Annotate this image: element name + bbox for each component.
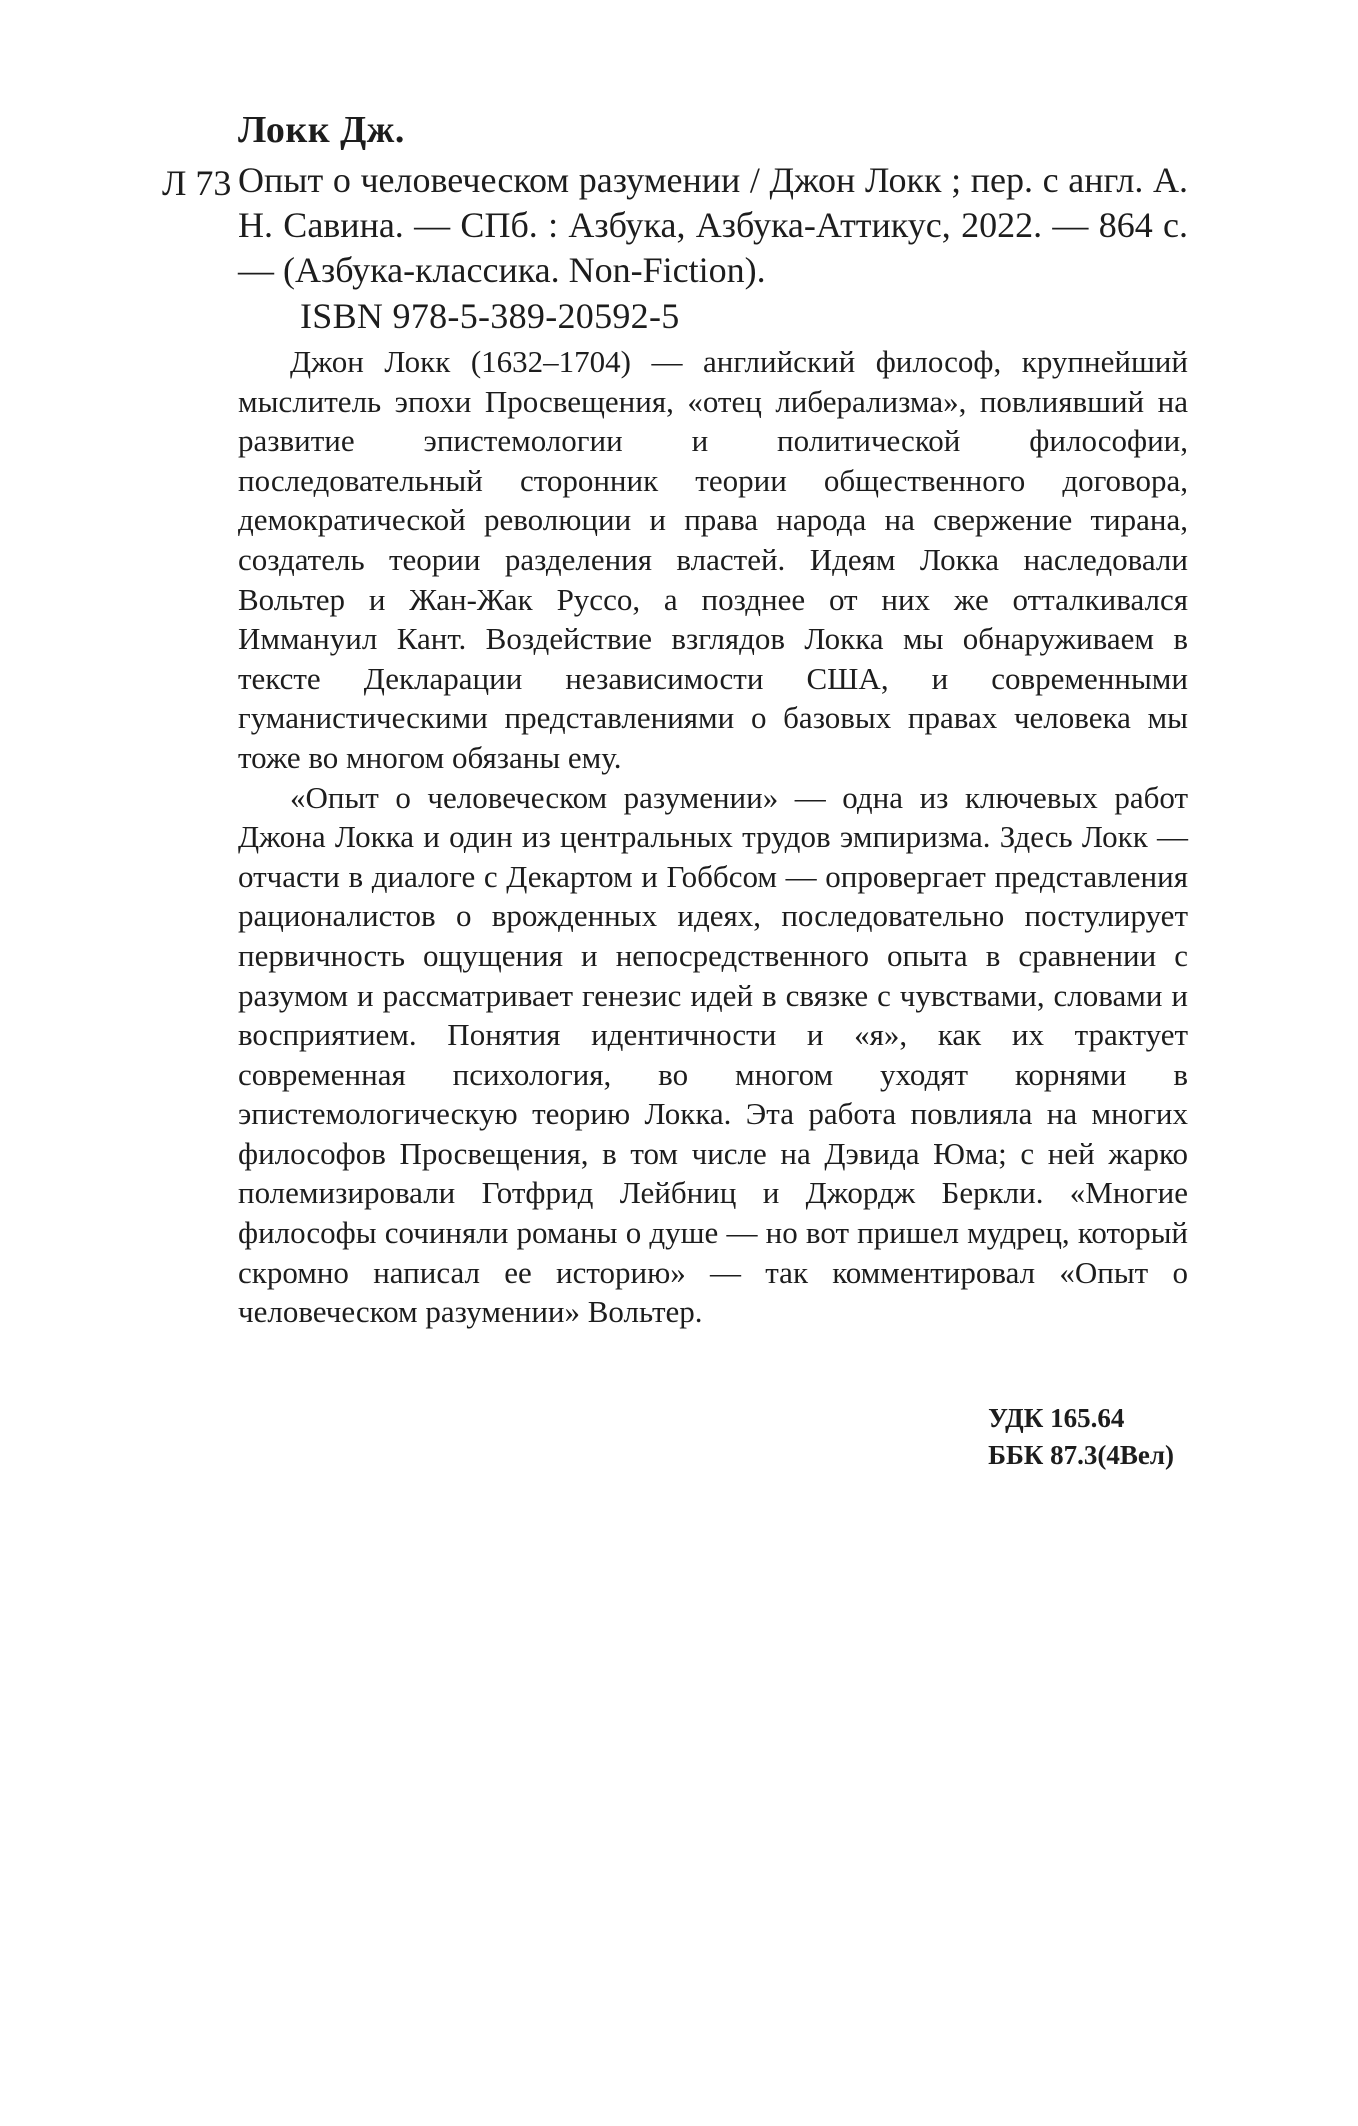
library-code: Л 73 [162,163,232,203]
author-heading: Локк Дж. [238,109,405,151]
isbn: ISBN 978-5-389-20592-5 [300,296,680,336]
classification-block [988,1400,1174,1474]
annotation [238,342,1188,1332]
annotation-paragraph-1: Джон Локк (1632–1704) — английский философ, крупнейший мыслитель эпохи Просвещения, «отец либерализма», повлиявший на развитие эпистемологии и политической философии, последовательный сторонник теории общественного договора, демократической революции и права народа на свержение тирана, создатель теории разделения властей. Идеям Локка наследовали Вольтер и Жан-Жак Руссо, а позднее от них же отталкивался Иммануил Кант. Воздействие взглядов Локка мы обнаруживаем в тексте Декларации независимости США, и современными гуманистическими представлениями о базовых правах человека мы тоже во многом обязаны ему. [238,344,1188,775]
bbk-code: ББК 87.3(4Вел) [988,1440,1174,1470]
bibliographic-description: Опыт о человеческом разумении / Джон Локк ; пер. с англ. А. Н. Савина. — СПб. : Азбука, Азбука-Аттикус, 2022. — 864 с. — (Азбука-классика. Non-Fiction). [238,160,1188,290]
annotation-paragraph-2: «Опыт о человеческом разумении» — одна из ключевых работ Джона Локка и один из центральных трудов эмпиризма. Здесь Локк — отчасти в диалоге с Декартом и Гоббсом — опровергает представления рационалистов о врожденных идеях, последовательно постулирует первичность ощущения и непосредственного опыта в сравнении с разумом и рассматривает генезис идей в связке с чувствами, словами и восприятием. Понятия идентичности и «я», как их трактует современная психология, во многом уходят корнями в эпистемологическую теорию Локка. Эта работа повлияла на многих философов Просвещения, в том числе на Дэвида Юма; с ней жарко полемизировали Готфрид Лейбниц и Джордж Беркли. «Многие философы сочиняли романы о душе — но вот пришел мудрец, который скромно написал ее историю» — так комментировал «Опыт о человеческом разумении» Вольтер. [238,779,1188,1330]
udk-code: УДК 165.64 [988,1403,1125,1433]
